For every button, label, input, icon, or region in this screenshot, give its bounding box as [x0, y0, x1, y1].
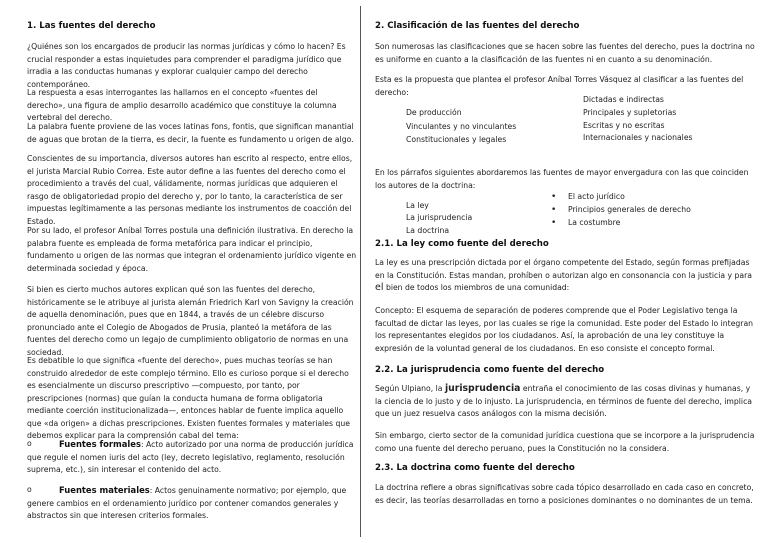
paragraph-5: Por su lado, el profesor Aníbal Torres postula una definición ilustrativa. En derecho la palabra fuente es empleada de forma metafórica para indicar el principio, fundamento u origen de las normas que integran el ordenamiento jurídico vigente en determinada sociedad y época. [27, 226, 357, 273]
bullet-materiales-marker: o [27, 485, 32, 494]
paragraph-4: Conscientes de su importancia, diversos autores han escrito al respecto, entre ellos, el jurista Marcial Rubio Correa. Este autor define a las fuentes del derecho como el procedimiento a través del cual, válidamente, normas jurídicas que adquieren el rasgo de obligatoriedad propio del derecho y, por lo tanto, la característica de ser impuestas legítimamente a las personas mediante los instrumentos de coacción del Estado. [27, 154, 353, 226]
bullet-materiales-term: Fuentes materiales [59, 485, 150, 495]
list-item-label: La jurisprudencia [406, 213, 473, 222]
ley-text-pre: La ley es una prescripción dictada por el órgano competente del Estado, según formas prefijadas en la Constitución. Estas mandan, prohíben o autorizan algo en consonancia con la justicia y para [375, 258, 752, 280]
jurisprudencia-critique-paragraph: Sin embargo, cierto sector de la comunidad jurídica cuestiona que se incorpore a la jurisprudencia como una fuente del derecho peruano, pues la Constitución no la considera. [375, 431, 755, 453]
jurisprudencia-paragraph [375, 383, 755, 421]
list-item [551, 120, 559, 133]
bullet-materiales-text: : Actos genuinamente normativo; por ejemplo, que genere cambios en el ordenamiento jurídico por contener comandos generales y abstractos sin que interesen criterios formales. [27, 486, 347, 520]
list-item [551, 191, 559, 204]
list-item-label: El acto jurídico [568, 192, 625, 201]
list-item-label: De producción [406, 108, 462, 117]
list-item [375, 134, 383, 147]
paragraph-1: ¿Quiénes son los encargados de producir las normas jurídicas y cómo lo hacen? Es crucial responder a estas inquietudes para comprender el paradigma jurídico que irradia a las conductas humanas y explorar cualquier campo del derecho contemporáneo. [27, 42, 346, 89]
juris-text-pre: Según Ulpiano, la [375, 384, 443, 393]
section-2-2-title: 2.2. La jurisprudencia como fuente del derecho [375, 365, 605, 375]
ley-text-el: el [375, 282, 384, 293]
list-item [375, 212, 383, 225]
section-2-title: 2. Clasificación de las fuentes del derecho [375, 21, 580, 31]
sources-intro: En los párrafos siguientes abordaremos las fuentes de mayor envergadura con las que coinciden los autores de la doctrina: [375, 168, 749, 190]
section-2-3-title: 2.3. La doctrina como fuente del derecho [375, 463, 575, 473]
list-item-label: Constitucionales y legales [406, 135, 507, 144]
dot-bullet-icon: • [551, 218, 557, 228]
list-item-label: La ley [406, 201, 429, 210]
juris-text-term: jurisprudencia [444, 383, 521, 394]
list-item [375, 121, 383, 134]
ley-text-post: bien de todos los miembros de una comunidad: [385, 283, 570, 292]
list-item [375, 200, 383, 213]
list-item [551, 132, 559, 145]
ley-paragraph [375, 257, 755, 295]
paragraph-2: La respuesta a esas interrogantes las hallamos en el concepto «fuentes del derecho», una figura de amplio desarrollo académico que constituye la columna vertebral del derecho. [27, 88, 337, 122]
dot-bullet-icon: • [551, 192, 557, 202]
section-1-title: 1. Las fuentes del derecho [27, 21, 156, 31]
list-item-label: Principales y supletorias [583, 108, 677, 117]
list-item [551, 217, 559, 230]
paragraph-7: Es debatible lo que significa «fuente del derecho», pues muchas teorías se han construido alrededor de este complejo término. Ello es curioso porque si el derecho es esencialmente un discurso prescriptivo —compuesto, por tanto, por prescripciones (normas) que guían la conducta humana de forma obligatoria mediante coerción institucionalizada—, entonces hablar de fuente implica aquello que «da origen» a dichas prescripciones. Existen fuentes formales y materiales que debemos explicar para la comprensión cabal del tema: [27, 356, 350, 440]
bullet-formales-term: Fuentes formales [59, 439, 141, 449]
bullet-formales-text: : Acto autorizado por una norma de producción jurídica que regule el nomen iuris del acto (ley, decreto legislativo, reglamento, resolución suprema, etc.), sin interesar el contenido del acto. [27, 440, 354, 474]
dot-bullet-icon: • [551, 205, 557, 215]
list-item-label: La doctrina [406, 226, 450, 235]
list-item-label: Vinculantes y no vinculantes [406, 122, 517, 131]
section-2-1-title: 2.1. La ley como fuente del derecho [375, 239, 549, 249]
classification-proposal: Esta es la propuesta que plantea el profesor Aníbal Torres Vásquez al clasificar a las fuentes del derecho: [375, 75, 744, 97]
ley-concept-paragraph: Concepto: El esquema de separación de poderes comprende que el Poder Legislativo tenga la facultad de dictar las leyes, por las cuales se rige la comunidad. Este poder del Estado lo integran los representantes elegidos por los ciudadanos. Así, la aprobación de una ley constituye la expresión de la voluntad general de los ciudadanos. En eso consiste el concepto formal. [375, 306, 754, 353]
list-item [551, 107, 559, 120]
list-item-label: Escritas y no escritas [583, 121, 665, 130]
list-item [375, 107, 383, 120]
list-item-label: Internacionales y nacionales [583, 133, 693, 142]
juris-text-post: entraña el conocimiento de las cosas divinas y humanas, y la ciencia de lo justo y de lo injusto. La jurisprudencia, en términos de fuente del derecho, implica que un juez resuelva casos análogos con la misma decisión. [375, 384, 753, 418]
paragraph-6: Si bien es cierto muchos autores explican qué son las fuentes del derecho, históricamente se le atribuye al jurista alemán Friedrich Karl von Savigny la creación de aquella denominación, pues que en 1844, a través de un célebre discurso pronunciado ante el Colegio de Abogados de Prusia, planteó la metáfora de las fuentes del derecho como un legajo de cumplimiento obligatorio de normas en una sociedad. [27, 285, 354, 357]
list-item [375, 225, 383, 238]
classification-intro: Son numerosas las clasificaciones que se hacen sobre las fuentes del derecho, pues la doctrina no es uniforme en cuanto a la clasificación de las fuentes ni en cuanto a su denominación. [375, 42, 755, 64]
list-item-label: La costumbre [568, 218, 621, 227]
list-item [551, 204, 559, 217]
paragraph-3: La palabra fuente proviene de las voces latinas fons, fontis, que significan manantial de aguas que brotan de la tierra, es decir, la fuente es fundamento u origen de algo. [27, 122, 354, 144]
bullet-formales-marker: o [27, 439, 32, 448]
list-item [551, 94, 559, 107]
list-item-label: Principios generales de derecho [568, 205, 691, 214]
list-item-label: Dictadas e indirectas [583, 95, 664, 104]
doctrina-paragraph: La doctrina refiere a obras significativas sobre cada tópico desarrollado en cada caso en concreto, es decir, las teorías desarrolladas en torno a posiciones dominantes o no dominantes de un tema. [375, 483, 754, 505]
